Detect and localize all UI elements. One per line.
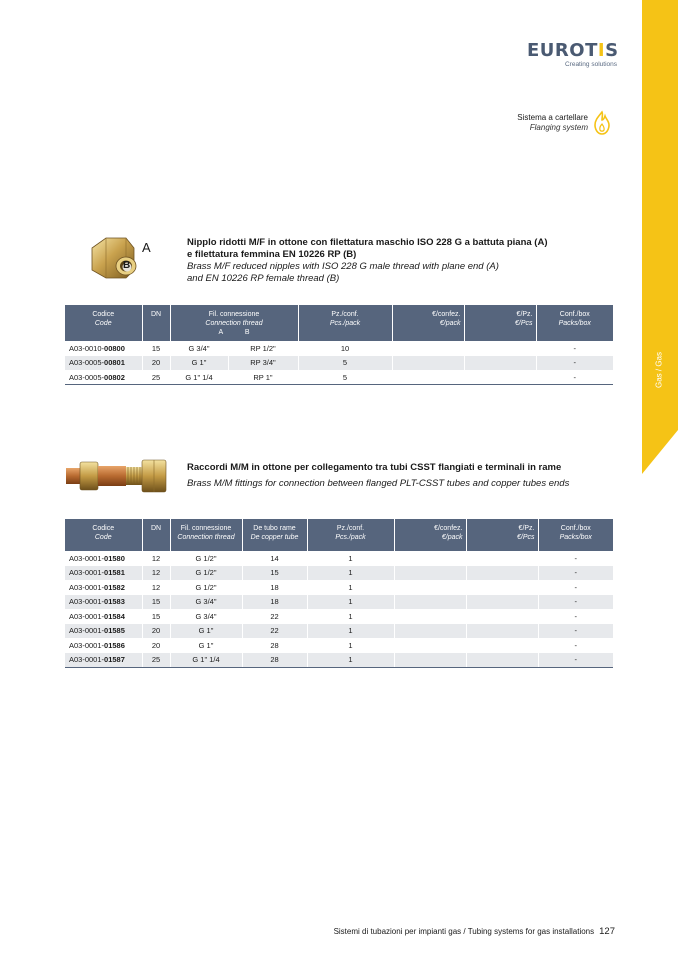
cell-thread-a: G 3/4" (170, 341, 228, 356)
cell-dn: 20 (142, 638, 170, 653)
product1-title (187, 237, 607, 285)
cell-dn: 12 (142, 566, 170, 581)
cell-copper-tube: 15 (242, 566, 307, 581)
cell-eur-conf (392, 341, 464, 356)
table-row (65, 580, 613, 595)
cell-dn: 25 (142, 653, 170, 668)
cell-box: - (536, 370, 613, 385)
cell-eur-pz (464, 370, 536, 385)
cell-thread-b: RP 3/4" (228, 356, 298, 371)
cell-eur-pz (466, 624, 538, 639)
cell-eur-conf (394, 566, 466, 581)
fitting-image (66, 456, 172, 496)
cell-pz: 1 (307, 551, 394, 566)
cell-eur-pz (466, 580, 538, 595)
table-row (65, 356, 613, 371)
cell-copper-tube: 22 (242, 609, 307, 624)
cell-eur-pz (466, 653, 538, 668)
header-connection: Fil. connessione Connection thread A B (170, 305, 298, 341)
cell-code: A03-0005-00802 (65, 370, 142, 385)
cell-eur-pz (466, 566, 538, 581)
cell-eur-pz (466, 595, 538, 610)
cell-code: A03-0001-01582 (69, 582, 125, 592)
cell-thread-a: G 1" (170, 356, 228, 371)
table-row (65, 551, 613, 566)
header-code: Codice Code (65, 519, 142, 551)
product2-table (65, 519, 613, 668)
product1-title-en-line2: and EN 10226 RP female thread (B) (187, 273, 340, 284)
image-label-a: A (142, 240, 151, 255)
cell-copper-tube: 14 (242, 551, 307, 566)
cell-connection: G 1" (170, 638, 242, 653)
cell-dn: 15 (142, 341, 170, 356)
cell-copper-tube: 28 (242, 653, 307, 668)
cell-pz: 1 (307, 595, 394, 610)
cell-box: - (538, 624, 613, 639)
product1-title-it-line2: e filettatura femmina EN 10226 RP (B) (187, 249, 357, 260)
header-code: Codice Code (65, 305, 142, 341)
cell-connection: G 3/4" (170, 609, 242, 624)
cell-eur-conf (392, 370, 464, 385)
cell-code: A03-0005-00801 (65, 356, 142, 371)
cell-eur-conf (394, 551, 466, 566)
cell-pz: 1 (307, 609, 394, 624)
cell-code: A03-0001-01587 (65, 653, 142, 668)
header-sub-a: A (218, 329, 224, 336)
table-row (65, 653, 613, 668)
cell-box: - (538, 580, 613, 595)
cell-code: A03-0001-01585 (65, 624, 142, 639)
cell-eur-pz (466, 609, 538, 624)
cell-eur-conf (394, 595, 466, 610)
table-row (65, 624, 613, 639)
table-row (65, 566, 613, 581)
product1-title-it-line1: Nipplo ridotti M/F in ottone con filettatura maschio ISO 228 G a battuta piana (A) (187, 237, 548, 248)
section-title-it: Sistema a cartellare (517, 113, 588, 122)
cell-pz: 1 (307, 624, 394, 639)
cell-eur-conf (394, 653, 466, 668)
header-box: Conf./box Packs/box (538, 519, 613, 551)
flame-icon (592, 110, 612, 136)
page-footer (300, 926, 615, 937)
section-tag (480, 113, 588, 133)
cell-dn: 15 (142, 595, 170, 610)
cell-pz: 1 (307, 566, 394, 581)
cell-code: A03-0001-01581 (65, 566, 142, 581)
header-copper-tube: De tubo rame De copper tube (242, 519, 307, 551)
cell-thread-a: G 1" 1/4 (170, 370, 228, 385)
cell-pz: 10 (298, 341, 392, 356)
cell-dn: 20 (142, 624, 170, 639)
table-row (65, 341, 613, 356)
cell-box: - (538, 653, 613, 668)
side-tab-label: Gas / Gas (654, 352, 664, 389)
cell-eur-pz (466, 551, 538, 566)
product1-table (65, 305, 613, 385)
cell-eur-pz (466, 638, 538, 653)
cell-copper-tube: 18 (242, 580, 307, 595)
page-number: 127 (599, 926, 615, 937)
section-title-en: Flanging system (529, 123, 588, 132)
side-tab-tip (642, 430, 678, 474)
table-row (65, 370, 613, 385)
cell-connection: G 1/2" (170, 551, 242, 566)
cell-copper-tube: 18 (242, 595, 307, 610)
cell-pz: 1 (307, 580, 394, 595)
product1-title-en-line1: Brass M/F reduced nipples with ISO 228 G male thread with plane end (A) (187, 261, 499, 272)
cell-dn: 15 (142, 609, 170, 624)
cell-copper-tube: 28 (242, 638, 307, 653)
header-eur-conf: €/confez. €/pack (392, 305, 464, 341)
cell-connection: G 1" 1/4 (170, 653, 242, 668)
cell-eur-conf (394, 580, 466, 595)
cell-eur-conf (394, 609, 466, 624)
header-connection: Fil. connessione Connection thread (170, 519, 242, 551)
brand-logo (527, 42, 617, 68)
brand-name: EUROTIS (527, 40, 619, 61)
header-eur-conf: €/confez. €/pack (394, 519, 466, 551)
table-row (65, 609, 613, 624)
cell-code: A03-0001-01583 (65, 595, 142, 610)
cell-copper-tube: 22 (242, 624, 307, 639)
cell-thread-b: RP 1/2" (228, 341, 298, 356)
cell-connection: G 3/4" (170, 595, 242, 610)
header-eur-pz: €/Pz. €/Pcs (466, 519, 538, 551)
cell-thread-b: RP 1" (228, 370, 298, 385)
cell-pz: 5 (298, 356, 392, 371)
cell-box: - (538, 566, 613, 581)
cell-code: A03-0010-00800 (69, 343, 125, 353)
table-row (65, 595, 613, 610)
cell-eur-pz (464, 356, 536, 371)
cell-box: - (536, 341, 613, 356)
cell-dn: 12 (142, 580, 170, 595)
cell-eur-pz (464, 341, 536, 356)
product2-title (187, 462, 607, 490)
cell-box: - (536, 356, 613, 371)
header-dn: DN (142, 305, 170, 341)
cell-code: A03-0001-01580 (69, 553, 125, 563)
image-label-b: B (123, 260, 131, 271)
cell-eur-conf (394, 624, 466, 639)
header-dn: DN (142, 519, 170, 551)
header-sub-b: B (244, 329, 250, 336)
cell-dn: 12 (142, 551, 170, 566)
cell-connection: G 1/2" (170, 580, 242, 595)
cell-code: A03-0001-01584 (69, 611, 125, 621)
header-eur-pz: €/Pz. €/Pcs (464, 305, 536, 341)
cell-connection: G 1" (170, 624, 242, 639)
header-pz: Pz./conf. Pcs./pack (298, 305, 392, 341)
cell-dn: 25 (142, 370, 170, 385)
product2-title-it: Raccordi M/M in ottone per collegamento tra tubi CSST flangiati e terminali in rame (187, 462, 562, 473)
cell-eur-conf (392, 356, 464, 371)
footer-text: Sistemi di tubazioni per impianti gas / Tubing systems for gas installations (333, 927, 595, 936)
cell-box: - (538, 595, 613, 610)
cell-connection: G 1/2" (170, 566, 242, 581)
header-pz: Pz./conf. Pcs./pack (307, 519, 394, 551)
cell-box: - (538, 551, 613, 566)
cell-eur-conf (394, 638, 466, 653)
cell-pz: 5 (298, 370, 392, 385)
cell-box: - (538, 609, 613, 624)
cell-box: - (538, 638, 613, 653)
cell-dn: 20 (142, 356, 170, 371)
product2-title-en: Brass M/M fittings for connection between flanged PLT-CSST tubes and copper tubes ends (187, 478, 570, 489)
cell-pz: 1 (307, 653, 394, 668)
cell-pz: 1 (307, 638, 394, 653)
table-row (65, 638, 613, 653)
brand-tagline: Creating solutions (564, 61, 617, 68)
header-box: Conf./box Packs/box (536, 305, 613, 341)
cell-code: A03-0001-01586 (69, 640, 125, 650)
